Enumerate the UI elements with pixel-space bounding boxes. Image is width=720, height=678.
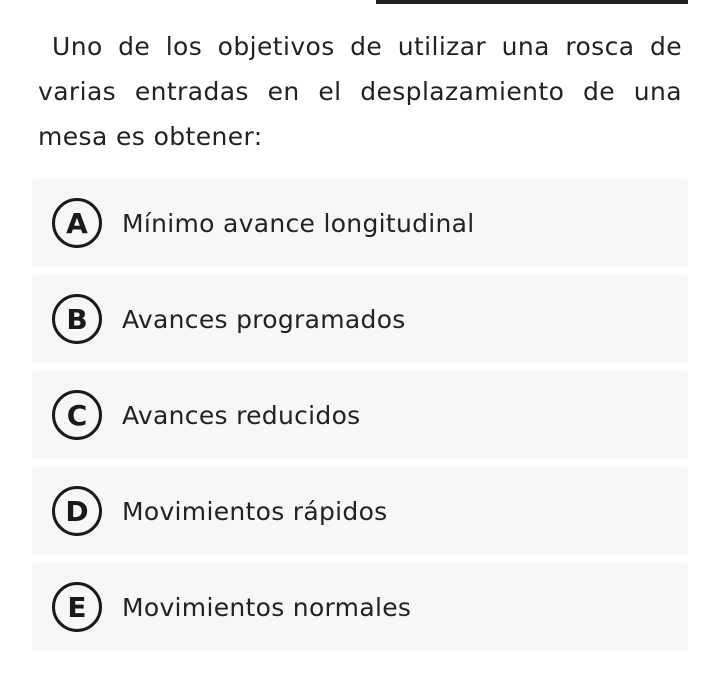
option-label: Avances reducidos [122,400,361,430]
option-letter-badge: E [52,582,102,632]
option-letter-badge: C [52,390,102,440]
option-label: Movimientos normales [122,592,412,622]
option-a[interactable] [32,179,688,267]
option-letter-badge: A [52,198,102,248]
option-label: Movimientos rápidos [122,496,388,526]
option-label: Mínimo avance longitudinal [122,208,475,238]
top-divider-bar [376,0,688,4]
option-label: Avances programados [122,304,406,334]
option-d[interactable] [32,467,688,555]
answer-options-list [32,179,688,659]
option-letter-badge: D [52,486,102,536]
option-e[interactable] [32,563,688,651]
option-c[interactable] [32,371,688,459]
question-text: Uno de los objetivos de utilizar una rosca de varias entradas en el desplazamiento de una mesa es obtener: [38,32,682,151]
option-b[interactable] [32,275,688,363]
option-letter-badge: B [52,294,102,344]
